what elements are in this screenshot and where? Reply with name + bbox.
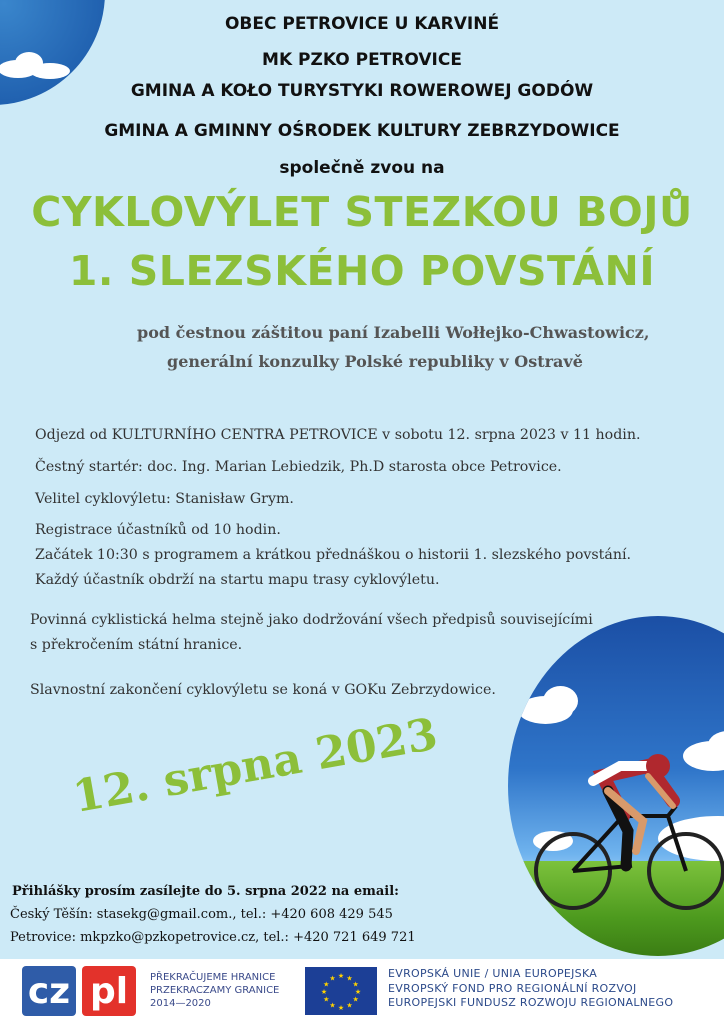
eu-line-1: EVROPSKÁ UNIE / UNIA EUROPEJSKA	[388, 967, 598, 980]
eu-line-3: EUROPEJSKI FUNDUSZ ROZWOJU REGIONALNEGO	[388, 996, 674, 1009]
info-helmet-2: s překročením státní hranice.	[30, 637, 243, 653]
programme-line-3: 2014—2020	[150, 998, 211, 1009]
svg-text:★: ★	[354, 988, 362, 996]
eu-flag-icon	[305, 967, 377, 1015]
event-title-line-2: 1. SLEZSKÉHO POVSTÁNÍ	[68, 247, 656, 295]
event-title-line-1: CYKLOVÝLET STEZKOU BOJŮ	[31, 188, 693, 236]
programme-text	[150, 971, 279, 1010]
organizer-line-3: GMINA A KOŁO TURYSTYKI ROWEROWEJ GODÓW	[130, 81, 594, 101]
svg-text:★: ★	[337, 1004, 345, 1012]
programme-line-1: PŘEKRAČUJEME HRANICE	[150, 972, 276, 983]
contact-petrovice: Petrovice: mkpzko@pzkopetrovice.cz, tel.: +420 721 649 721	[10, 930, 416, 945]
interreg-logo	[22, 966, 140, 1016]
footer	[0, 959, 724, 1024]
svg-text:★: ★	[352, 995, 359, 1004]
patronage-line-1: pod čestnou záštitou paní Izabelli Wołłejko-Chwastowicz,	[137, 323, 650, 342]
organizer-line-4: GMINA A GMINNY OŚRODEK KULTURY ZEBRZYDOWICE	[104, 121, 620, 141]
svg-text:★: ★	[346, 974, 353, 983]
logo-cz: cz	[22, 966, 76, 1016]
info-departure: Odjezd od KULTURNÍHO CENTRA PETROVICE v sobotu 12. srpna 2023 v 11 hodin.	[35, 427, 641, 443]
info-starter: Čestný startér: doc. Ing. Marian Lebiedzik, Ph.D starosta obce Petrovice.	[35, 459, 562, 475]
svg-text:★: ★	[329, 974, 336, 983]
programme-line-2: PRZEKRACZAMY GRANICE	[150, 985, 280, 996]
logo-pl: pl	[82, 966, 136, 1016]
info-ending: Slavnostní zakončení cyklovýletu se koná v GOKu Zebrzydowice.	[30, 682, 496, 698]
svg-text:★: ★	[329, 1001, 336, 1010]
svg-text:★: ★	[346, 1001, 353, 1010]
info-start: Začátek 10:30 s programem a krátkou přednáškou o historii 1. slezského povstání.	[35, 547, 632, 563]
info-registration: Registrace účastníků od 10 hodin.	[35, 522, 281, 538]
svg-text:★: ★	[323, 980, 330, 989]
info-helmet-1: Povinná cyklistická helma stejně jako dodržování všech předpisů souvisejícími	[30, 612, 593, 628]
organizer-line-2: MK PZKO PETROVICE	[262, 50, 462, 70]
svg-text:★: ★	[323, 995, 330, 1004]
eu-fund-text	[388, 967, 673, 1011]
patronage-line-2: generální konzulky Polské republiky v Ostravě	[167, 352, 583, 371]
svg-text:★: ★	[320, 988, 328, 996]
event-date: 12. srpna 2023	[69, 708, 442, 823]
contact-cesky-tesin: Český Těšín: stasekg@gmail.com., tel.: +420 608 429 545	[10, 907, 393, 922]
info-map: Každý účastník obdrží na startu mapu trasy cyklovýletu.	[35, 572, 440, 588]
eu-line-2: EVROPSKÝ FOND PRO REGIONÁLNÍ ROZVOJ	[388, 981, 637, 995]
organizer-line-1: OBEC PETROVICE U KARVINÉ	[224, 14, 500, 34]
contact-intro: Přihlášky prosím zasílejte do 5. srpna 2022 na email:	[12, 884, 399, 899]
invite-line: společně zvou na	[279, 158, 445, 178]
info-leader: Velitel cyklovýletu: Stanisław Grym.	[35, 491, 294, 507]
svg-text:★: ★	[352, 980, 359, 989]
svg-text:★: ★	[337, 972, 345, 980]
cyclist-photo-icon	[508, 616, 724, 956]
